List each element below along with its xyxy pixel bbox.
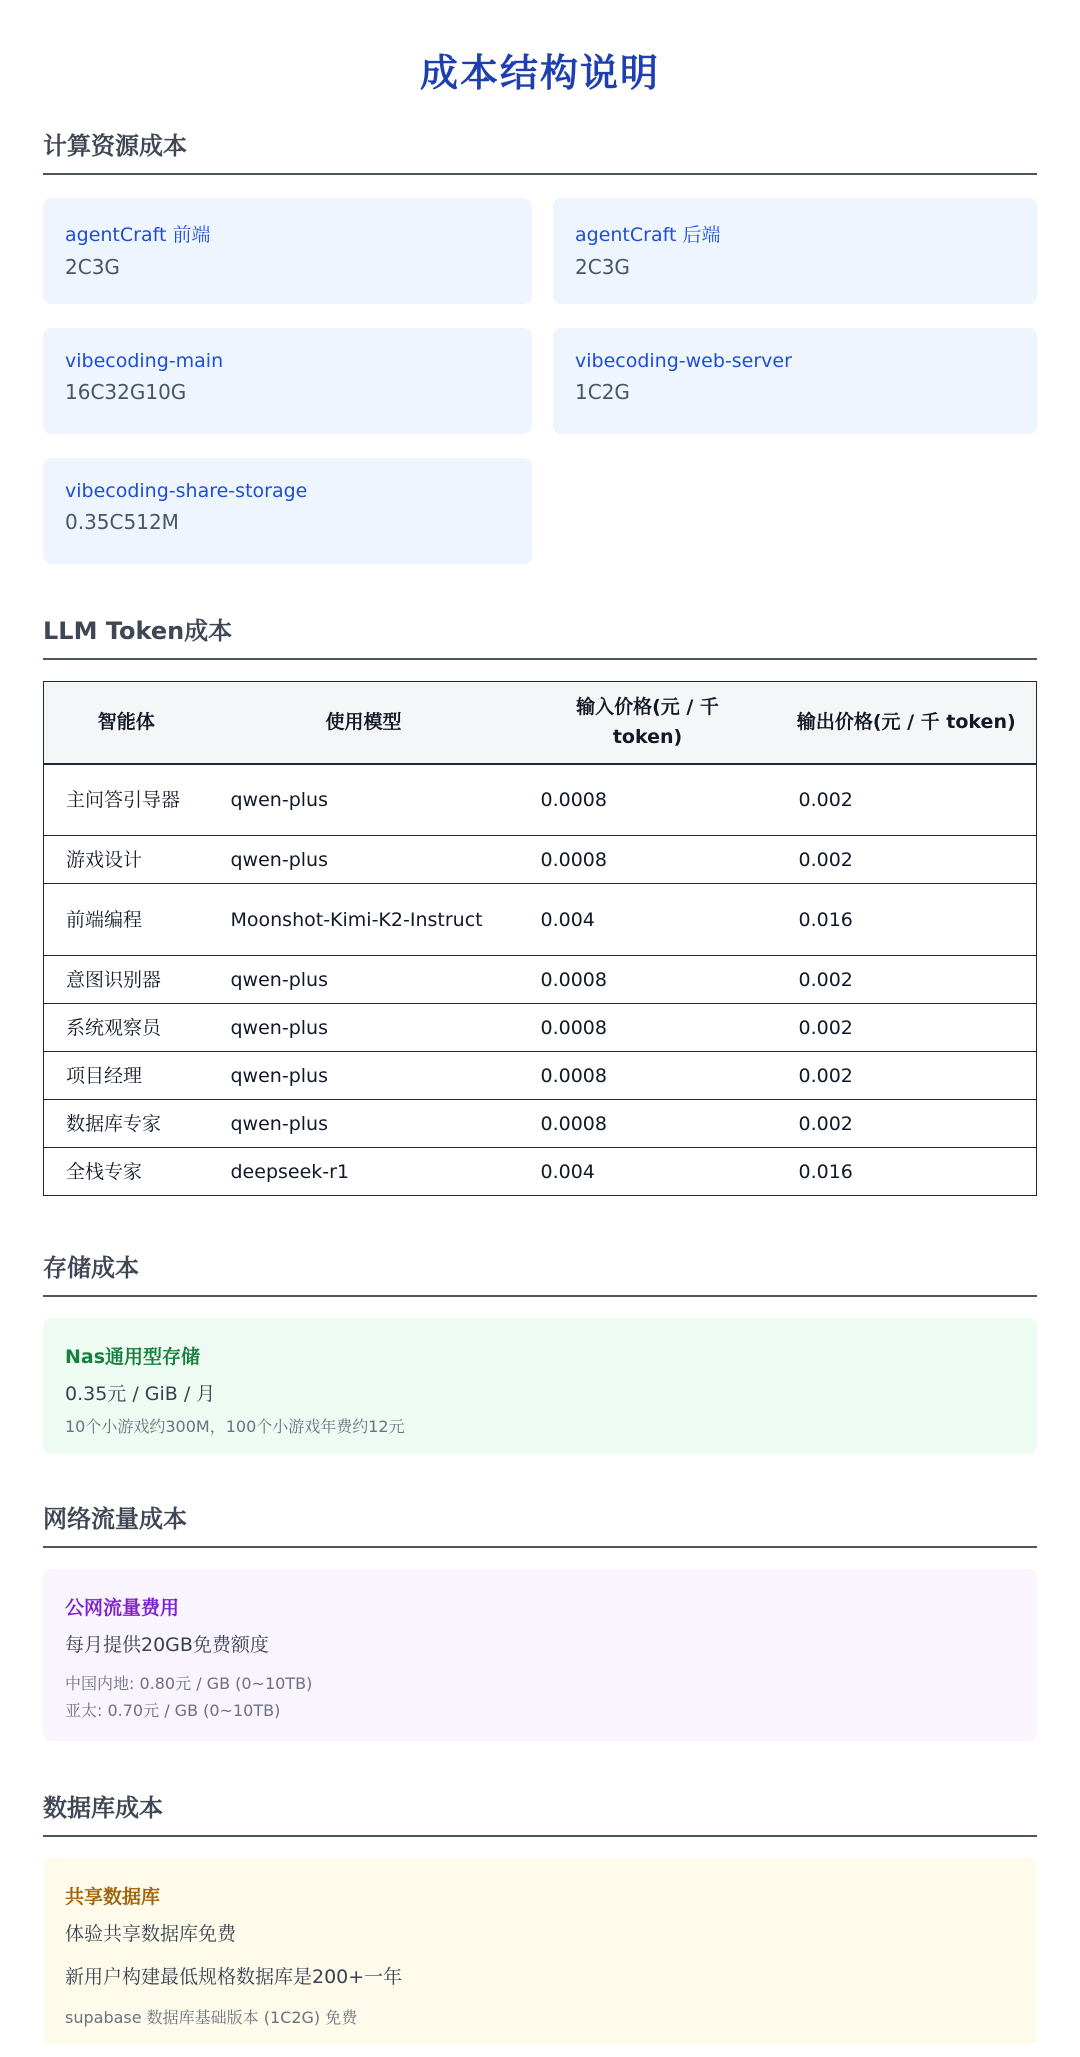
cell-input-price: 0.0008 bbox=[519, 1100, 777, 1148]
section-heading-network: 网络流量成本 bbox=[43, 1499, 1037, 1548]
network-free-quota: 每月提供20GB免费额度 bbox=[65, 1634, 269, 1656]
cell-model: qwen-plus bbox=[209, 1052, 519, 1100]
cell-agent: 前端编程 bbox=[44, 884, 209, 956]
card-name: agentCraft 前端 bbox=[65, 224, 211, 246]
cell-agent: 主问答引导器 bbox=[44, 764, 209, 836]
cell-input-price: 0.004 bbox=[519, 1148, 777, 1196]
cell-input-price: 0.0008 bbox=[519, 1004, 777, 1052]
cell-agent: 全栈专家 bbox=[44, 1148, 209, 1196]
cell-agent: 数据库专家 bbox=[44, 1100, 209, 1148]
cell-output-price: 0.016 bbox=[777, 1148, 1037, 1196]
card-spec: 1C2G bbox=[575, 380, 630, 404]
table-header-row bbox=[44, 682, 1037, 764]
storage-title: Nas通用型存储 bbox=[65, 1346, 201, 1368]
column-header: 使用模型 bbox=[209, 682, 519, 764]
database-line-new-user: 新用户构建最低规格数据库是200+一年 bbox=[65, 1966, 403, 1988]
column-header: 输出价格(元 / 千 token) bbox=[777, 682, 1037, 764]
compute-card bbox=[43, 198, 532, 304]
table-row bbox=[44, 1052, 1037, 1100]
storage-box bbox=[43, 1318, 1037, 1454]
cell-agent: 系统观察员 bbox=[44, 1004, 209, 1052]
cell-output-price: 0.016 bbox=[777, 884, 1037, 956]
table-row bbox=[44, 764, 1037, 836]
network-price-mainland: 中国内地: 0.80元 / GB (0~10TB) bbox=[65, 1674, 313, 1693]
cell-model: deepseek-r1 bbox=[209, 1148, 519, 1196]
cell-output-price: 0.002 bbox=[777, 836, 1037, 884]
table-row bbox=[44, 956, 1037, 1004]
database-line-free: 体验共享数据库免费 bbox=[65, 1923, 237, 1945]
card-spec: 2C3G bbox=[575, 255, 630, 279]
cell-input-price: 0.004 bbox=[519, 884, 777, 956]
card-name: vibecoding-share-storage bbox=[65, 480, 308, 502]
cell-agent: 项目经理 bbox=[44, 1052, 209, 1100]
card-spec: 0.35C512M bbox=[65, 510, 179, 534]
card-spec: 16C32G10G bbox=[65, 380, 187, 404]
llm-token-table bbox=[43, 681, 1037, 1196]
page-title: 成本结构说明 bbox=[419, 51, 660, 95]
card-name: vibecoding-web-server bbox=[575, 350, 792, 372]
section-heading-storage: 存储成本 bbox=[43, 1248, 1037, 1297]
cell-input-price: 0.0008 bbox=[519, 764, 777, 836]
cell-model: Moonshot-Kimi-K2-Instruct bbox=[209, 884, 519, 956]
cell-agent: 意图识别器 bbox=[44, 956, 209, 1004]
storage-note: 10个小游戏约300M，100个小游戏年费约12元 bbox=[65, 1417, 405, 1436]
cell-output-price: 0.002 bbox=[777, 956, 1037, 1004]
table-row bbox=[44, 1148, 1037, 1196]
compute-card bbox=[553, 328, 1037, 434]
network-title: 公网流量费用 bbox=[65, 1597, 180, 1619]
card-spec: 2C3G bbox=[65, 255, 120, 279]
column-header: 智能体 bbox=[44, 682, 209, 764]
storage-price: 0.35元 / GiB / 月 bbox=[65, 1383, 216, 1405]
network-price-apac: 亚太: 0.70元 / GB (0~10TB) bbox=[65, 1701, 281, 1720]
cell-model: qwen-plus bbox=[209, 956, 519, 1004]
database-note: supabase 数据库基础版本 (1C2G) 免费 bbox=[65, 2008, 358, 2027]
section-heading-database: 数据库成本 bbox=[43, 1788, 1037, 1837]
database-box bbox=[43, 1858, 1037, 2044]
section-heading-llm: LLM Token成本 bbox=[43, 611, 1037, 660]
cell-input-price: 0.0008 bbox=[519, 1052, 777, 1100]
cell-model: qwen-plus bbox=[209, 764, 519, 836]
cell-output-price: 0.002 bbox=[777, 1004, 1037, 1052]
column-header: 输入价格(元 / 千 token) bbox=[519, 682, 777, 764]
table-row bbox=[44, 836, 1037, 884]
cell-model: qwen-plus bbox=[209, 1004, 519, 1052]
card-name: agentCraft 后端 bbox=[575, 224, 721, 246]
cell-input-price: 0.0008 bbox=[519, 956, 777, 1004]
table-row bbox=[44, 1100, 1037, 1148]
cell-model: qwen-plus bbox=[209, 836, 519, 884]
cell-agent: 游戏设计 bbox=[44, 836, 209, 884]
compute-card bbox=[43, 328, 532, 434]
cell-model: qwen-plus bbox=[209, 1100, 519, 1148]
database-title: 共享数据库 bbox=[65, 1886, 161, 1908]
cell-output-price: 0.002 bbox=[777, 1052, 1037, 1100]
compute-card bbox=[43, 458, 532, 564]
compute-card bbox=[553, 198, 1037, 304]
table-row bbox=[44, 1004, 1037, 1052]
cell-output-price: 0.002 bbox=[777, 1100, 1037, 1148]
cell-input-price: 0.0008 bbox=[519, 836, 777, 884]
cell-output-price: 0.002 bbox=[777, 764, 1037, 836]
network-box bbox=[43, 1569, 1037, 1741]
card-name: vibecoding-main bbox=[65, 350, 224, 372]
table-row bbox=[44, 884, 1037, 956]
section-heading-compute: 计算资源成本 bbox=[43, 126, 1037, 175]
